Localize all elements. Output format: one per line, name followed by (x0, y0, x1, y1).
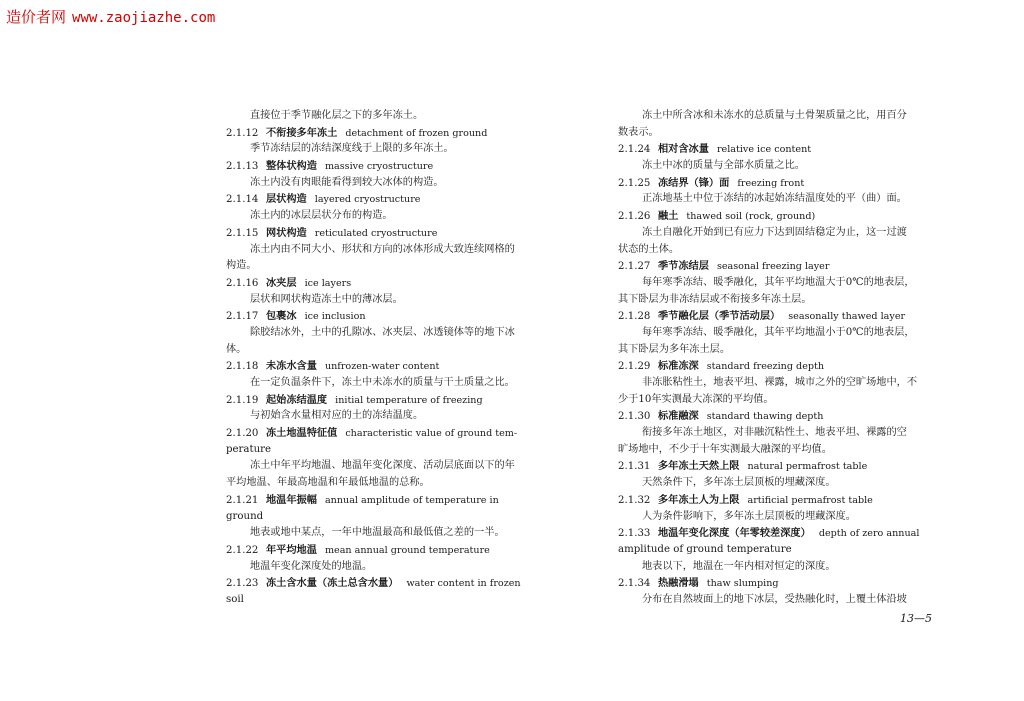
term-english: water content in frozen (406, 578, 521, 590)
term-english: detachment of frozen ground (345, 127, 488, 139)
term-english: ice layers (304, 277, 352, 289)
term-entry (618, 525, 933, 542)
term-english: natural permafrost table (747, 461, 868, 473)
term-number: 2.1.12 (226, 127, 259, 139)
definition-line: 人为条件影响下，多年冻土层顶板的埋藏深度。 (642, 510, 856, 522)
term-entry (226, 575, 541, 592)
term-english: seasonal freezing layer (716, 261, 830, 273)
term-chinese: 起始冻结温度 (266, 393, 328, 406)
term-english: layered cryostructure (314, 194, 421, 206)
term-entry (618, 258, 933, 275)
term-english: massive cryostructure (324, 161, 434, 173)
definition-line: 冻土中冰的质量与全部水质量之比。 (642, 160, 805, 172)
term-chinese: 季节融化层（季节活动层） (658, 310, 781, 323)
term-entry (618, 175, 933, 192)
continuation-line: 旷场地中，不少于十年实测最大融深的平均值。 (618, 443, 832, 455)
term-number: 2.1.26 (618, 211, 651, 223)
definition-line: 除胶结冰外，土中的孔隙冰、冰夹层、冰透镜体等的地下冰 (250, 326, 515, 338)
term-number: 2.1.17 (226, 311, 259, 323)
definition-line: 冻土自融化开始到已有应力下达到固结稳定为止，这一过渡 (642, 226, 907, 238)
term-english: freezing front (737, 177, 805, 189)
term-chinese: 季节冻结层 (658, 260, 709, 273)
term-english: initial temperature of freezing (335, 394, 483, 406)
term-chinese: 层状构造 (266, 193, 307, 206)
continuation-line: amplitude of ground temperature (618, 543, 792, 555)
watermark-url[interactable]: www.zaojiazhe.com (72, 10, 216, 26)
definition-line: 分布在自然坡面上的地下冰层，受热融化时，上覆土体沿坡 (642, 593, 907, 605)
term-entry (618, 358, 933, 375)
definition-line: 直接位于季节融化层之下的多年冻土。 (250, 110, 424, 121)
definition-line: 衔接多年冻土地区，对非融沉粘性土、地表平坦、裸露的空 (642, 427, 907, 439)
watermark (6, 6, 215, 27)
left-column (226, 108, 541, 609)
continuation-line: 数表示。 (618, 126, 659, 138)
term-number: 2.1.23 (226, 578, 259, 590)
term-chinese: 冰夹层 (266, 276, 297, 289)
definition-line: 季节冻结层的冻结深度线于上限的多年冻土。 (250, 143, 454, 155)
term-chinese: 冻土地温特征值 (266, 427, 338, 440)
definition-line: 冻土内由不同大小、形状和方向的冰体形成大致连续网格的 (250, 243, 515, 255)
term-entry (618, 141, 933, 158)
term-english: artificial permafrost table (747, 494, 873, 506)
term-chinese: 热融滑塌 (658, 577, 699, 590)
definition-line: 地表或地中某点，一年中地温最高和最低值之差的一半。 (250, 527, 505, 539)
term-entry (226, 542, 541, 559)
term-number: 2.1.19 (226, 394, 259, 406)
term-chinese: 地温年振幅 (266, 493, 317, 506)
term-entry (226, 158, 541, 175)
continuation-line: 平均地温、年最高地温和年最低地温的总称。 (226, 477, 430, 489)
definition-line: 天然条件下，多年冻土层顶板的埋藏深度。 (642, 477, 836, 489)
term-chinese: 多年冻土人为上限 (658, 493, 740, 506)
watermark-site-name: 造价者网 (6, 8, 67, 26)
term-entry (226, 392, 541, 409)
term-number: 2.1.33 (618, 528, 651, 540)
term-english: mean annual ground temperature (324, 544, 490, 556)
term-number: 2.1.28 (618, 311, 651, 323)
term-chinese: 标准融深 (658, 410, 699, 423)
continuation-line: 状态的土体。 (618, 243, 680, 255)
term-english: unfrozen-water content (324, 361, 440, 373)
continuation-line: 其下卧层为多年冻土层。 (618, 343, 731, 355)
term-number: 2.1.20 (226, 428, 259, 440)
term-entry (618, 208, 933, 225)
term-chinese: 未冻水含量 (266, 360, 317, 373)
term-entry (618, 458, 933, 475)
term-number: 2.1.15 (226, 227, 259, 239)
term-english: ice inclusion (304, 311, 366, 323)
term-number: 2.1.22 (226, 544, 259, 556)
definition-line: 冻土内的冰层层状分布的构造。 (250, 210, 393, 222)
definition-line: 冻土中年平均地温、地温年变化深度、活动层底面以下的年 (250, 460, 515, 472)
term-english: standard freezing depth (706, 361, 825, 373)
term-chinese: 标准冻深 (658, 360, 699, 373)
term-entry (618, 308, 933, 325)
term-chinese: 融土 (658, 210, 679, 223)
definition-line: 每年寒季冻结、暖季融化，其年平均地温小于0℃的地表层， (642, 326, 915, 338)
definition-line: 正冻地基土中位于冻结的冰起始冻结温度处的平（曲）面。 (642, 193, 907, 205)
term-number: 2.1.13 (226, 161, 259, 173)
term-number: 2.1.16 (226, 277, 259, 289)
term-entry (226, 275, 541, 292)
continuation-line: soil (226, 593, 244, 605)
term-chinese: 整体状构造 (266, 160, 317, 173)
term-number: 2.1.30 (618, 411, 651, 423)
term-english: annual amplitude of temperature in (324, 494, 499, 506)
term-english: characteristic value of ground tem- (345, 428, 518, 440)
term-english: thawed soil (rock, ground) (686, 211, 816, 223)
term-chinese: 包裹冰 (266, 310, 297, 323)
term-chinese: 地温年变化深度（年零较差深度） (658, 527, 811, 540)
term-english: depth of zero annual (818, 528, 920, 540)
term-english: seasonally thawed layer (788, 311, 906, 323)
page-number: 13—5 (900, 612, 932, 625)
definition-line: 地表以下，地温在一年内相对恒定的深度。 (642, 560, 836, 572)
term-entry (226, 308, 541, 325)
term-english: relative ice content (716, 144, 812, 156)
term-chinese: 不衔接多年冻土 (266, 126, 338, 139)
term-number: 2.1.21 (226, 494, 259, 506)
term-number: 2.1.34 (618, 578, 651, 590)
term-number: 2.1.27 (618, 261, 651, 273)
term-number: 2.1.32 (618, 494, 651, 506)
continuation-line: 少于10年实测最大冻深的平均值。 (618, 393, 774, 405)
term-chinese: 年平均地温 (266, 543, 317, 556)
term-chinese: 冻结界（锋）面 (658, 176, 730, 189)
definition-line: 冻土中所含冰和未冻水的总质量与土骨架质量之比，用百分 (642, 110, 907, 121)
term-chinese: 多年冻土天然上限 (658, 460, 740, 473)
term-chinese: 网状构造 (266, 226, 307, 239)
definition-line: 每年寒季冻结、暖季融化，其年平均地温大于0℃的地表层， (642, 276, 915, 288)
term-entry (226, 358, 541, 375)
definition-line: 在一定负温条件下，冻土中未冻水的质量与干土质量之比。 (250, 377, 515, 388)
continuation-line: ground (226, 510, 264, 522)
continuation-line: perature (226, 443, 272, 455)
continuation-line: 其下卧层为非冻结层或不衔接多年冻土层。 (618, 293, 812, 305)
term-chinese: 冻土含水量（冻土总含水量） (266, 577, 399, 590)
definition-line: 非冻胀粘性土，地表平坦、裸露，城市之外的空旷场地中，不 (642, 377, 918, 388)
term-entry (618, 408, 933, 425)
continuation-line: 体。 (226, 343, 247, 355)
definition-line: 层状和网状构造冻土中的薄冰层。 (250, 293, 403, 305)
term-entry (618, 492, 933, 509)
term-number: 2.1.29 (618, 361, 651, 373)
term-chinese: 相对含冰量 (658, 143, 709, 156)
term-number: 2.1.14 (226, 194, 259, 206)
definition-line: 与初始含水量相对应的土的冻结温度。 (250, 410, 424, 422)
term-entry (226, 125, 541, 142)
term-english: thaw slumping (706, 578, 779, 590)
term-number: 2.1.25 (618, 177, 651, 189)
term-number: 2.1.18 (226, 361, 259, 373)
term-entry (226, 492, 541, 509)
term-number: 2.1.24 (618, 144, 651, 156)
definition-line: 地温年变化深度处的地温。 (250, 560, 373, 572)
term-entry (226, 225, 541, 242)
term-entry (618, 575, 933, 592)
term-number: 2.1.31 (618, 461, 651, 473)
right-column (618, 108, 933, 609)
continuation-line: 构造。 (226, 260, 257, 272)
term-english: reticulated cryostructure (314, 227, 438, 239)
term-entry (226, 425, 541, 442)
term-entry (226, 191, 541, 208)
term-english: standard thawing depth (706, 411, 824, 423)
definition-line: 冻土内没有肉眼能看得到较大冰体的构造。 (250, 176, 444, 188)
